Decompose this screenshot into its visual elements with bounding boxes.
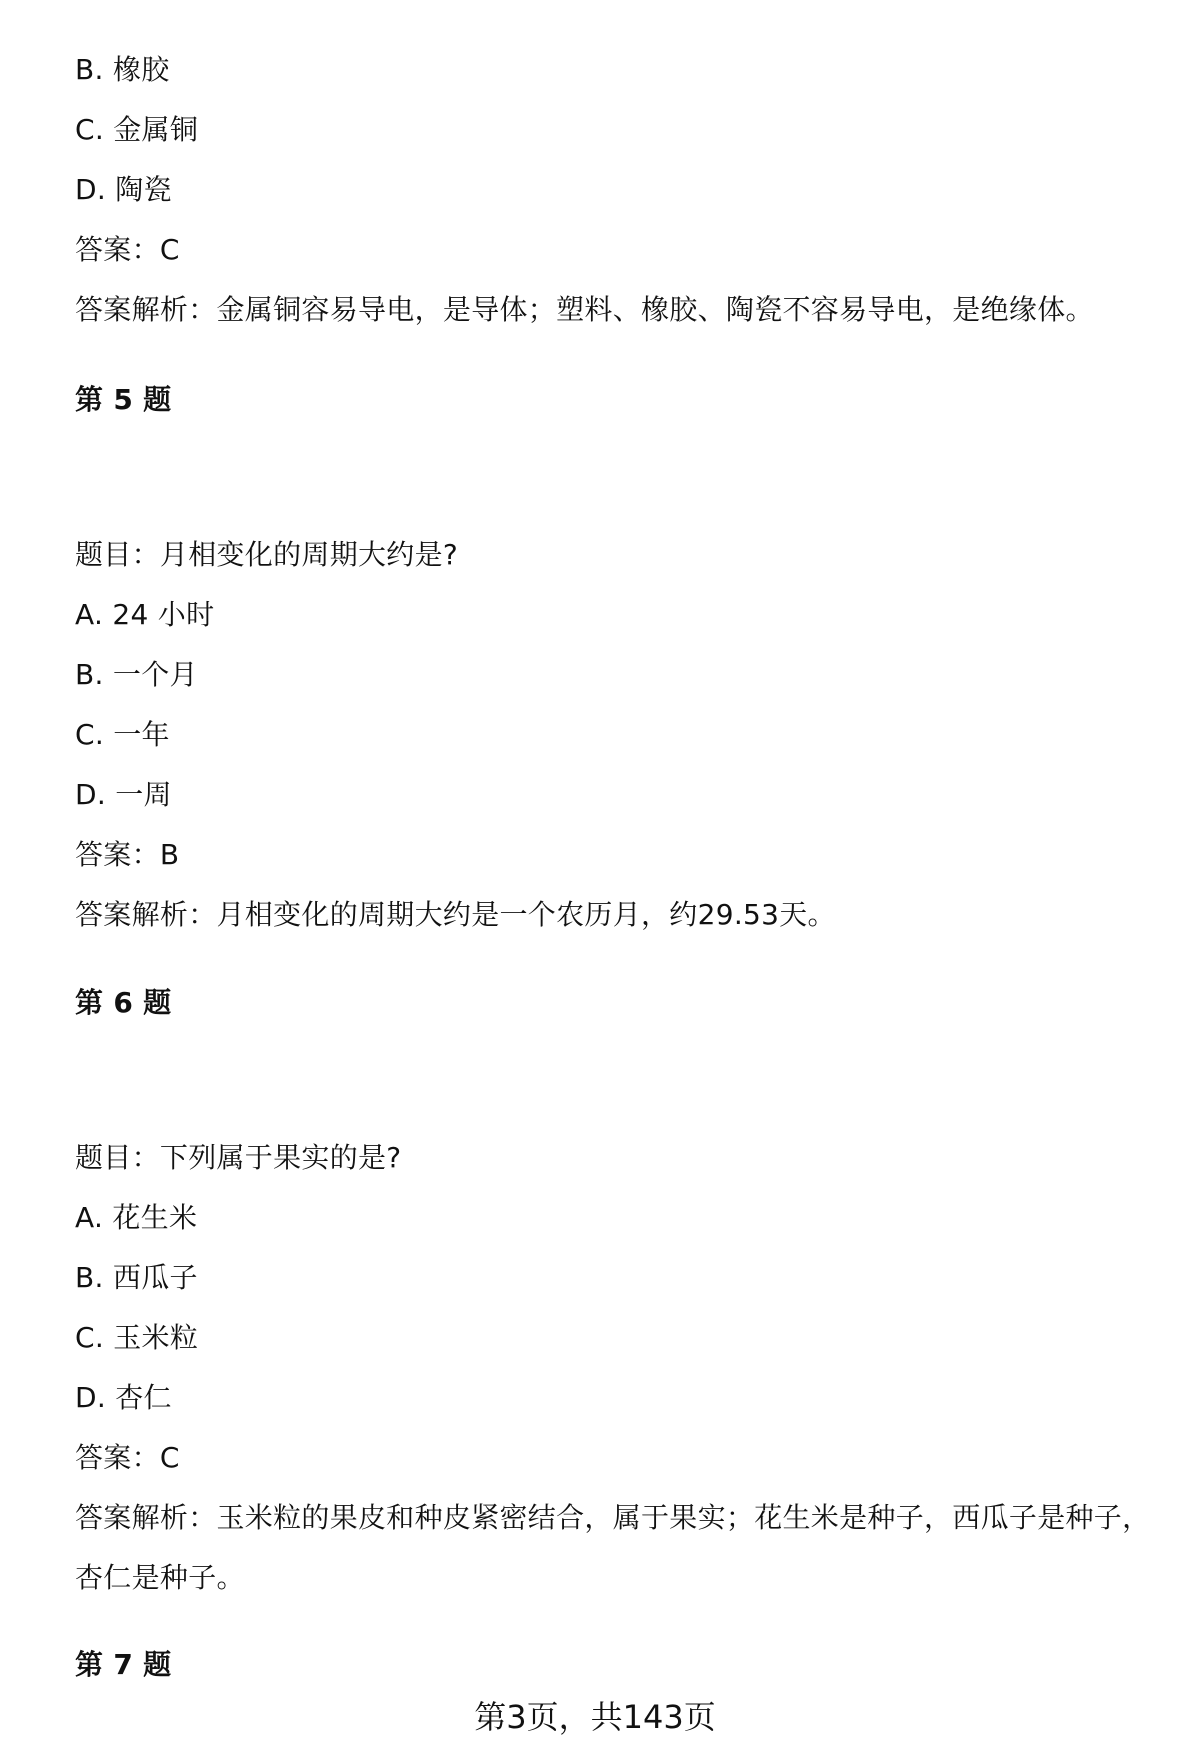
answer-analysis: 答案解析：月相变化的周期大约是一个农历月，约29.53天。: [75, 898, 836, 931]
option-d: D. 陶瓷: [75, 173, 172, 206]
answer: 答案：C: [75, 233, 180, 266]
question-text: 题目：下列属于果实的是?: [75, 1141, 402, 1174]
answer: 答案：B: [75, 838, 180, 871]
question-heading: 第 7 题: [75, 1648, 172, 1681]
option-a: A. 24 小时: [75, 598, 215, 631]
answer-analysis: 答案解析：金属铜容易导电，是导体；塑料、橡胶、陶瓷不容易导电，是绝缘体。: [75, 293, 1094, 326]
option-c: C. 玉米粒: [75, 1321, 199, 1354]
question-heading: 第 6 题: [75, 986, 172, 1019]
option-b: B. 一个月: [75, 658, 198, 691]
option-b: B. 西瓜子: [75, 1261, 198, 1294]
question-heading: 第 5 题: [75, 383, 172, 416]
option-c: C. 金属铜: [75, 113, 199, 146]
answer: 答案：C: [75, 1441, 180, 1474]
option-d: D. 杏仁: [75, 1381, 172, 1414]
page-number: 第3页，共143页: [474, 1698, 716, 1736]
answer-analysis: 答案解析：玉米粒的果皮和种皮紧密结合，属于果实；花生米是种子，西瓜子是种子，杏仁是种子。: [75, 1501, 1151, 1594]
option-c: C. 一年: [75, 718, 170, 751]
option-a: A. 花生米: [75, 1201, 198, 1234]
option-b: B. 橡胶: [75, 53, 170, 86]
question-text: 题目：月相变化的周期大约是?: [75, 538, 459, 571]
option-d: D. 一周: [75, 778, 172, 811]
